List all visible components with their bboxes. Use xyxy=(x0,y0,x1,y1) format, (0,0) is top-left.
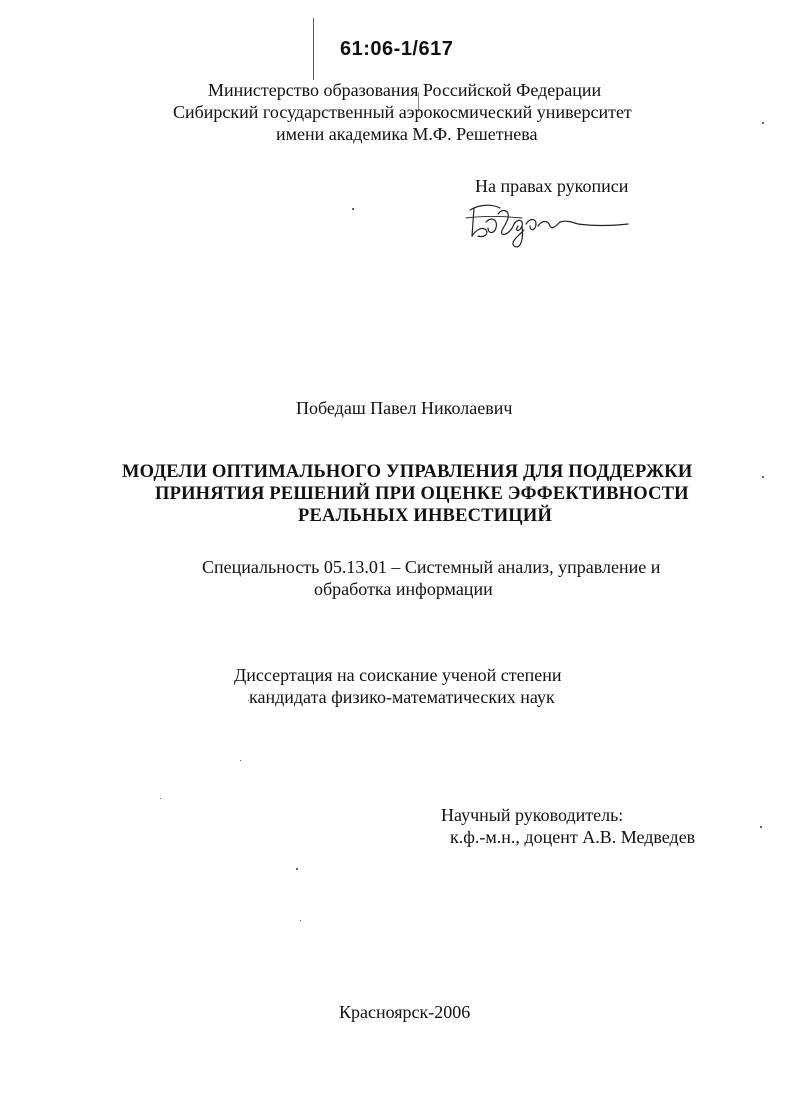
scan-speck xyxy=(248,700,249,701)
supervisor-name: к.ф.-м.н., доцент А.В. Медведев xyxy=(450,827,696,847)
place-year: Красноярск-2006 xyxy=(339,1002,471,1022)
scan-speck xyxy=(296,868,298,870)
dissertation-title-line: РЕАЛЬНЫХ ИНВЕСТИЦИЙ xyxy=(298,506,553,526)
scan-speck xyxy=(240,760,241,761)
rights-note: На правах рукописи xyxy=(475,176,629,196)
named-after-line: имени академика М.Ф. Решетнева xyxy=(276,124,538,144)
scan-speck xyxy=(352,208,354,210)
degree-line: Диссертация на соискание ученой степени xyxy=(234,665,562,685)
scan-speck xyxy=(762,476,764,478)
archive-code: 61:06-1/617 xyxy=(340,38,454,60)
dissertation-title-line: МОДЕЛИ ОПТИМАЛЬНОГО УПРАВЛЕНИЯ ДЛЯ ПОДДЕРЖКИ xyxy=(122,462,693,482)
degree-line: кандидата физико-математических наук xyxy=(249,687,555,707)
specialty-line: Специальность 05.13.01 – Системный анализ, управление и xyxy=(202,557,661,577)
scan-speck xyxy=(762,122,764,124)
specialty-line: обработка информации xyxy=(314,579,493,599)
scan-speck xyxy=(760,826,762,828)
university-line: Сибирский государственный аэрокосмический университет xyxy=(173,102,632,122)
dissertation-title-line: ПРИНЯТИЯ РЕШЕНИЙ ПРИ ОЦЕНКЕ ЭФФЕКТИВНОСТИ xyxy=(155,484,689,504)
scan-speck xyxy=(300,920,301,921)
ministry-line: Министерство образования Российской Федерации xyxy=(208,80,602,100)
author-name: Победаш Павел Николаевич xyxy=(296,398,513,418)
signature-image xyxy=(462,196,632,256)
scan-speck xyxy=(160,798,161,799)
supervisor-label: Научный руководитель: xyxy=(441,805,624,825)
scan-line-artifact xyxy=(313,18,314,80)
